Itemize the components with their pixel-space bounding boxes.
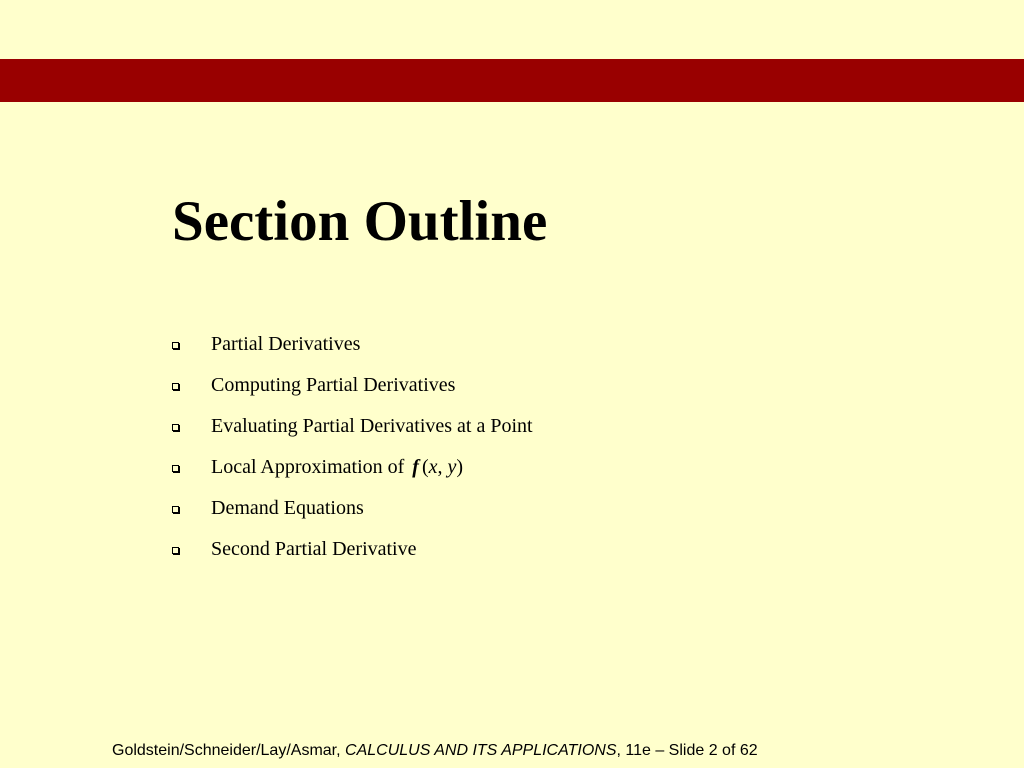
- footer-book-title: CALCULUS AND ITS APPLICATIONS: [345, 742, 617, 759]
- slide-title: Section Outline: [172, 190, 548, 253]
- square-bullet-icon: [172, 383, 179, 390]
- square-bullet-icon: [172, 465, 179, 472]
- outline-item-label: Computing Partial Derivatives: [211, 374, 456, 396]
- outline-item-text: [211, 451, 463, 483]
- outline-item-label: Second Partial Derivative: [211, 538, 417, 560]
- math-variable-x: x: [428, 456, 438, 478]
- outline-item-label: Evaluating Partial Derivatives at a Point: [211, 415, 533, 437]
- math-variable-y: y: [447, 456, 457, 478]
- function-symbol: f: [412, 456, 419, 478]
- header-bar: [0, 59, 1024, 102]
- outline-item-label: Demand Equations: [211, 497, 364, 519]
- square-bullet-icon: [172, 424, 179, 431]
- outline-item-label: Partial Derivatives: [211, 333, 361, 355]
- footer-slide-number: , 11e – Slide 2 of 62: [616, 742, 758, 759]
- math-open-paren: (: [421, 456, 429, 478]
- square-bullet-icon: [172, 342, 179, 349]
- footer-authors: Goldstein/Schneider/Lay/Asmar,: [112, 742, 346, 759]
- square-bullet-icon: [172, 506, 179, 513]
- math-comma: ,: [437, 456, 448, 478]
- square-bullet-icon: [172, 547, 179, 554]
- outline-item-label: Local Approximation of: [211, 456, 405, 478]
- math-close-paren: ): [456, 456, 464, 478]
- slide-footer: [112, 740, 758, 762]
